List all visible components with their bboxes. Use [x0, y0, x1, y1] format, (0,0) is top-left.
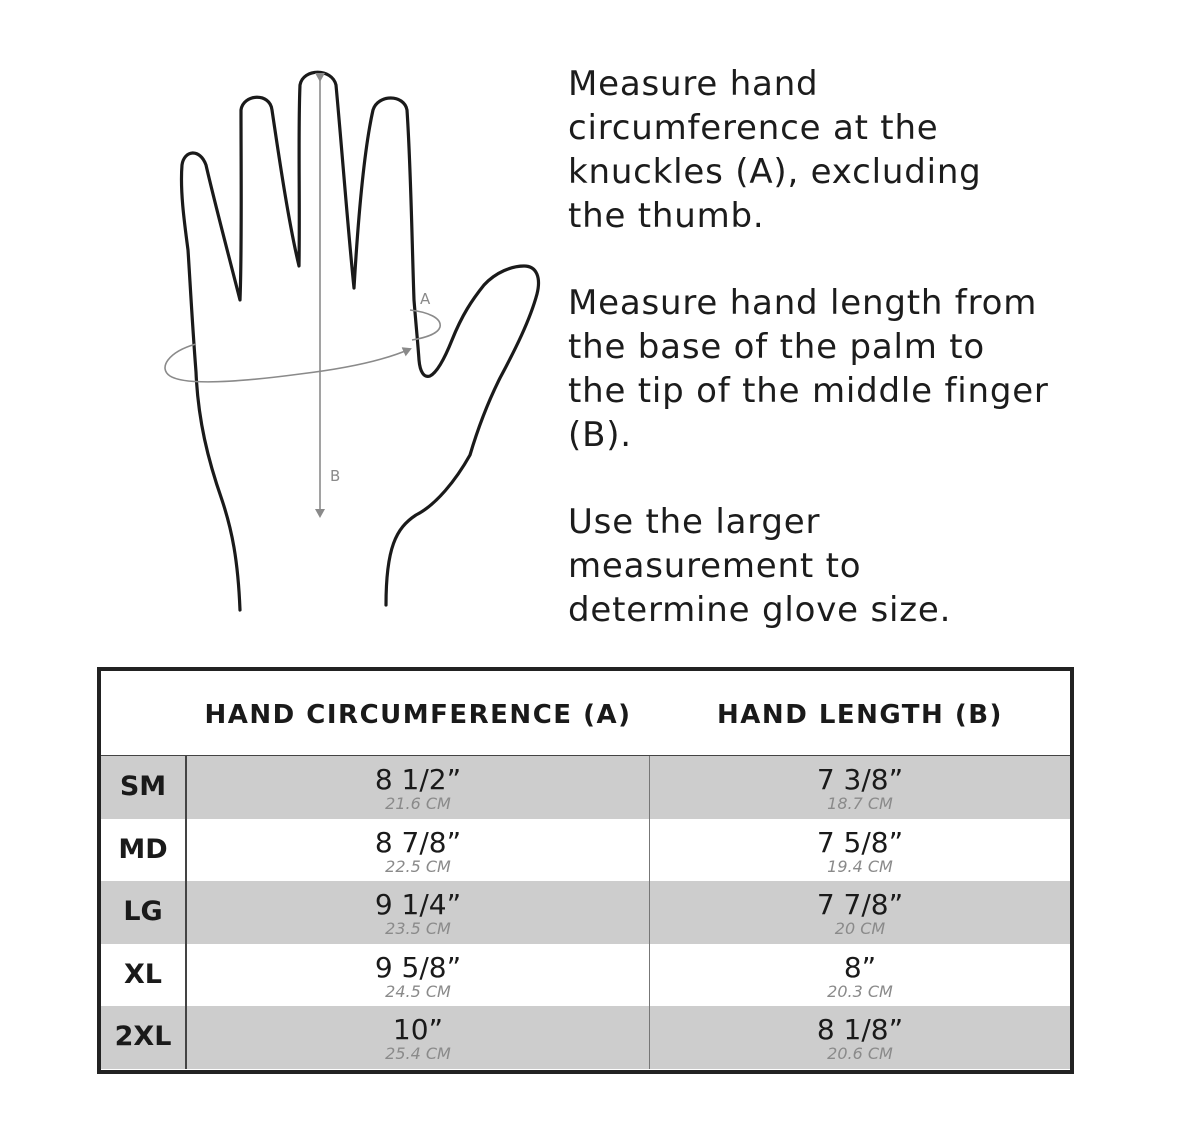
label-a: A [420, 290, 431, 308]
circumference-inches: 9 5/8” [374, 950, 462, 984]
header-length: HAND LENGTH (B) [717, 700, 1003, 730]
table-row [101, 756, 1070, 819]
length-cm: 20.3 CM [827, 981, 893, 1001]
measurement-instructions [568, 62, 1168, 675]
table-row [101, 1006, 1070, 1069]
hand-outline [181, 72, 538, 610]
length-cell [650, 1006, 1070, 1069]
circumference-cell [187, 881, 650, 944]
circumference-cm: 23.5 CM [385, 919, 451, 939]
length-cell [650, 819, 1070, 882]
size-label: LG [101, 881, 187, 944]
instruction-circumference: Measure hand circumference at the knuckles (A), excluding the thumb. [568, 64, 982, 236]
table-row [101, 881, 1070, 944]
circumference-cm: 25.4 CM [385, 1044, 451, 1064]
glove-size-table [97, 667, 1074, 1074]
length-cell [650, 756, 1070, 819]
length-inches: 8” [843, 950, 877, 984]
length-inches: 7 7/8” [816, 888, 904, 922]
circumference-loop-front [165, 344, 410, 382]
size-label: XL [101, 944, 187, 1007]
circumference-inches: 8 1/2” [374, 763, 462, 796]
circumference-cell [187, 819, 650, 882]
length-cm: 18.7 CM [827, 794, 893, 813]
circumference-cell [187, 1006, 650, 1069]
length-inches: 7 3/8” [816, 763, 904, 796]
instruction-length: Measure hand length from the base of the palm to the tip of the middle finger (B). [568, 283, 1049, 455]
circumference-cm: 22.5 CM [385, 856, 451, 876]
circumference-cm: 21.6 CM [385, 794, 451, 813]
length-cell [650, 944, 1070, 1007]
size-label: 2XL [101, 1006, 187, 1069]
circumference-inches: 8 7/8” [374, 825, 462, 859]
length-inches: 8 1/8” [816, 1013, 904, 1047]
hand-diagram [150, 60, 550, 620]
size-label: SM [101, 756, 187, 819]
instruction-size-rule: Use the larger measurement to determine glove size. [568, 502, 952, 630]
header-circumference: HAND CIRCUMFERENCE (A) [204, 700, 632, 730]
circumference-cell [187, 756, 650, 819]
table-row [101, 944, 1070, 1007]
circumference-inches: 10” [392, 1013, 444, 1047]
table-row [101, 819, 1070, 882]
length-cell [650, 881, 1070, 944]
size-label: MD [101, 819, 187, 882]
table-header [101, 671, 1070, 757]
circumference-cell [187, 944, 650, 1007]
label-b: B [330, 467, 341, 485]
length-cm: 20.6 CM [827, 1044, 893, 1064]
length-inches: 7 5/8” [816, 825, 904, 859]
length-cm: 19.4 CM [827, 856, 893, 876]
length-cm: 20 CM [834, 919, 886, 939]
circumference-cm: 24.5 CM [385, 981, 451, 1001]
circumference-inches: 9 1/4” [374, 888, 462, 922]
